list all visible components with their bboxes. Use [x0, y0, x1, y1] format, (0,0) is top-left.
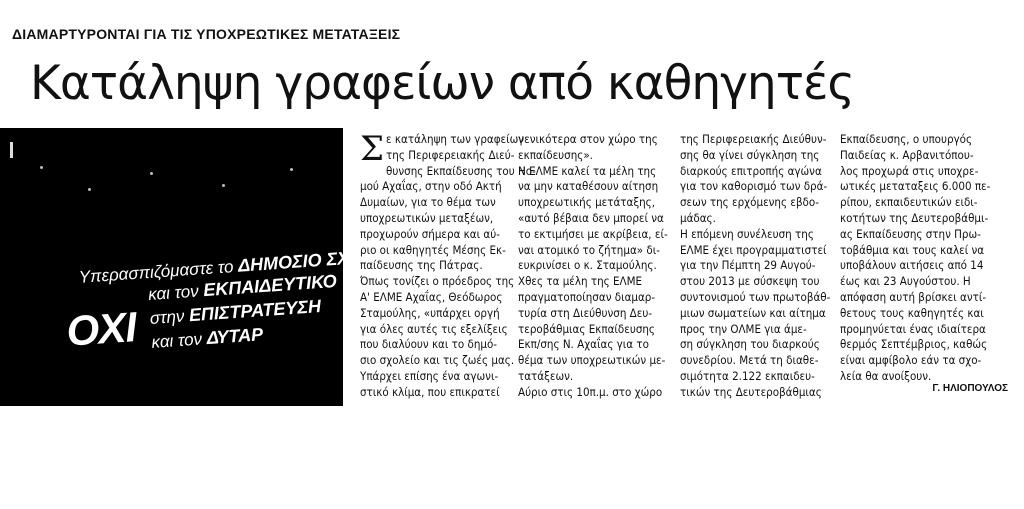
text-line: Χθες τα μέλη της ΕΛΜΕ	[518, 274, 643, 289]
text-line: Α' ΕΛΜΕ Αχαΐας, Θεόδωρος	[360, 289, 503, 304]
banner-text: και τον	[150, 329, 208, 352]
banner-text-bold: ΕΠΙΣΤΡΑΤΕΥΣΗ	[188, 296, 322, 326]
text-line: τοβάθμια και τους καλεί να	[840, 242, 985, 257]
text-line: για την Πέμπτη 29 Αυγού-	[680, 258, 816, 273]
text-line: παίδευσης της Πάτρας.	[360, 258, 483, 273]
text-line: πραγματοποίησαν διαμαρ-	[518, 289, 656, 304]
text-line: Η ΕΛΜΕ καλεί τα μέλη της	[518, 163, 657, 178]
text-line: Η επόμενη συνέλευση της	[680, 226, 814, 241]
text-line: ναι ατομικό το ζήτημα» δι-	[518, 242, 660, 257]
text-line: σιο σχολείο και τις ζωές μας.	[360, 353, 515, 368]
text-line: τατάξεων.	[518, 368, 574, 383]
text-line: θερμός Σεπτέμβριος, καθώς	[840, 337, 988, 352]
text-line: μού Αχαΐας, στην οδό Ακτή	[360, 179, 502, 194]
text-line: έως και 23 Αυγούστου. Η	[840, 274, 971, 289]
banner-text: και τον	[147, 281, 205, 305]
text-line: θετους τους καθηγητές και	[840, 305, 984, 320]
text-line: για όλες αυτές τις εξελίξεις	[360, 321, 508, 336]
photo-light	[88, 188, 91, 191]
article-headline: Κατάληψη γραφείων από καθηγητές	[30, 56, 854, 111]
text-line: στου 2013 με σύσκεψη του	[680, 274, 820, 289]
photo-caption	[4, 477, 340, 509]
text-line: Εκπαίδευσης, ο υπουργός	[840, 132, 973, 146]
text-line: τεροβάθμιας Εκπαίδευσης	[518, 321, 656, 336]
article-column-1	[360, 129, 536, 401]
text-line: προχωρούν σήμερα και αύ-	[360, 226, 500, 241]
text-line: της Περιφερειακής Διεύθυν-	[680, 132, 827, 146]
text-line: ευκρινίσει ο κ. Σταμούλης.	[518, 258, 657, 273]
text-line: λεία θα ανοίξουν.	[840, 368, 932, 383]
text-line: μάδας.	[680, 210, 716, 225]
photo-light	[222, 184, 225, 187]
text-line: Εκπ/σης Ν. Αχαΐας για το	[518, 337, 649, 352]
text-line: Αύριο στις 10π.μ. στο χώρο	[518, 384, 663, 399]
text-line: υποβάλουν αιτήσεις από 14	[840, 258, 984, 273]
text-line: προς την ΟΛΜΕ για άμε-	[680, 321, 807, 336]
text-line: συνεδρίου. Μετά τη διαθε-	[680, 353, 819, 368]
text-line: τικών της Δευτεροβάθμιας	[680, 384, 822, 399]
banner-text-bold: ΔΗΜΟΣΙΟ ΣΧΟΛΕ	[237, 245, 388, 276]
text-line: διαρκούς επιτροπής αγώνα	[680, 163, 822, 178]
protest-banner	[62, 245, 388, 378]
text-line: θυνσης Εκπαίδευσης του Νο-	[386, 163, 536, 178]
banner-line-4	[151, 324, 264, 353]
text-line: «αυτό βέβαια δεν μπορεί να	[518, 210, 664, 225]
text-line: λος προχωρά στις υποχρε-	[840, 163, 979, 178]
text-line: Σταμούλης, «υπάρχει οργή	[360, 305, 500, 320]
kicker-text: ΔΙΑΜΑΡΤΥΡΟΝΤΑΙ ΓΙΑ ΤΙΣ ΥΠΟΧΡΕΩΤΙΚΕΣ ΜΕΤΑΤΑΞΕΙΣ	[12, 26, 401, 42]
text-line: της Περιφερειακής Διεύ-	[386, 147, 515, 162]
caption-line: συμμετάσχουν στη σημερινή κατάληψη	[4, 495, 200, 507]
text-line: τυρία στη Διεύθυνση Δευ-	[518, 305, 653, 320]
text-line: που διαλύουν και το δημό-	[360, 337, 498, 352]
text-line: ωτικές μεταταξεις 6.000 πε-	[840, 179, 991, 194]
drop-cap: Σ	[360, 129, 385, 169]
article-column-4	[840, 132, 1020, 385]
banner-oxi: ΟΧΙ	[64, 303, 138, 355]
text-line: ΕΛΜΕ έχει προγραμματιστεί	[680, 242, 827, 257]
author-byline: Γ. ΗΛΙΟΠΟΥΛΟΣ	[932, 383, 1008, 394]
banner-text: στην	[149, 306, 190, 328]
text-line: Παιδείας κ. Αρβανιτόπου-	[840, 147, 974, 162]
photo-light	[40, 166, 43, 169]
text-line: Δυμαίων, για το θέμα των	[360, 195, 496, 210]
text-line: το εκτιμήσει με ακρίβεια, εί-	[518, 226, 668, 241]
text-line: απόφαση αυτή βρίσκει αντί-	[840, 289, 987, 304]
text-line: σης θα γίνει σύγκληση της	[680, 147, 820, 162]
text-line: κοτήτων της Δευτεροβάθμι-	[840, 210, 989, 225]
text-line: για τον καθορισμό των δρά-	[680, 179, 828, 194]
text-line: στικό κλίμα, που επικρατεί	[360, 384, 500, 399]
text-line: ριο οι καθηγητές Μέσης Εκ-	[360, 242, 506, 257]
text-line: να μην καταθέσουν αίτηση	[518, 179, 659, 194]
photo-light	[290, 168, 293, 171]
text-line: ας Εκπαίδευσης στην Πρω-	[840, 226, 981, 241]
text-line: γενικότερα στον χώρο της	[518, 132, 658, 146]
text-line: σιμότητα 2.122 εκπαιδευ-	[680, 368, 815, 383]
text-line: υποχρεωτικής μετάταξης,	[518, 195, 656, 210]
text-line: εκπαίδευσης».	[518, 147, 593, 162]
article-column-2	[518, 132, 673, 401]
text-line: σεων της ερχόμενης εβδο-	[680, 195, 819, 210]
text-line: συντονισμού των πρωτοβάθ-	[680, 289, 831, 304]
text-line: υποχρεωτικών μεταξέων,	[360, 210, 494, 225]
banner-text: Υπερασπιζόμαστε το	[78, 256, 239, 287]
text-line: ρίπου, εκπαιδευτικών ειδι-	[840, 195, 978, 210]
text-line: μιων σωματείων και αίτημα	[680, 305, 826, 320]
photo-light	[150, 172, 153, 175]
section-kicker	[0, 0, 1024, 48]
banner-text-bold: ΔΥΤΑΡ	[205, 324, 264, 349]
photo-highlight	[10, 142, 13, 158]
banner-text-bold: ΕΚΠΑΙΔΕΥΤΙΚΟ	[202, 270, 338, 301]
text-line: Υπάρχει επίσης ένα αγωνι-	[360, 368, 499, 383]
article-column-3	[680, 132, 832, 401]
caption-line: Τα μέλη της ΕΛΜΕ καλούν τους συναδέλφους τους να	[4, 479, 276, 491]
text-line: ε κατάληψη των γραφείων	[386, 132, 525, 146]
text-line: Όπως τονίζει ο πρόεδρος της	[360, 274, 515, 289]
protest-photo	[0, 128, 388, 507]
text-line: ση σύγκληση του διαρκούς	[680, 337, 820, 352]
text-line: είναι αμφίβολο εάν τα σχο-	[840, 353, 982, 368]
text-line: θέμα των υποχρεωτικών με-	[518, 353, 666, 368]
text-line: προμηνύεται ένας ιδιαίτερα	[840, 321, 986, 336]
